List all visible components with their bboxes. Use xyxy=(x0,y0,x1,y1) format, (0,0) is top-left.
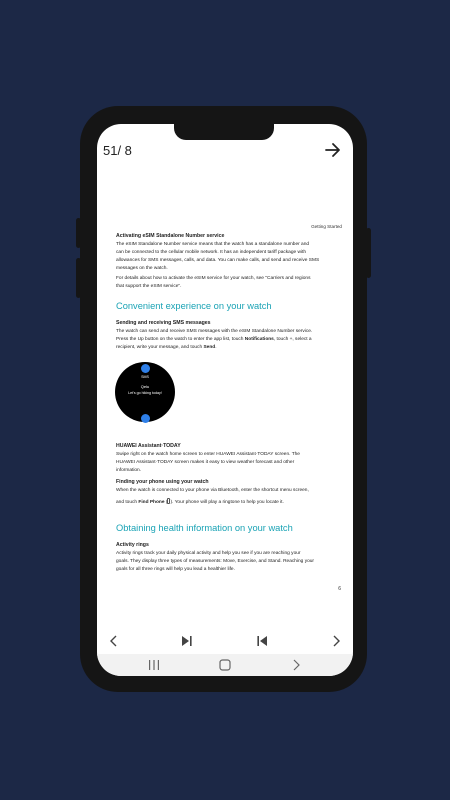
running-header: Getting Started xyxy=(311,224,342,229)
paragraph-line: When the watch is connected to your phone via Bluetooth, enter the shortcut menu screen, xyxy=(116,488,309,493)
top-bar xyxy=(97,124,353,176)
back-icon[interactable] xyxy=(289,659,303,671)
reply-icon xyxy=(141,414,150,423)
watch-contact-name: Qelu xyxy=(140,384,150,389)
page-number: 6 xyxy=(338,586,341,592)
page-counter: 51/ 8 xyxy=(103,143,132,158)
text-run-bold: Send xyxy=(203,345,216,350)
paragraph-line xyxy=(116,498,336,507)
phone-screen xyxy=(97,124,353,676)
paragraph-line: that support the eSIM service". xyxy=(116,284,182,289)
section-title: Sending and receiving SMS messages xyxy=(116,320,211,326)
text-run: , touch +, select a xyxy=(273,337,312,342)
home-icon[interactable] xyxy=(218,659,232,671)
recents-icon[interactable] xyxy=(147,659,161,671)
section-title: HUAWEI Assistant·TODAY xyxy=(116,443,181,449)
section-heading: Obtaining health information on your watch xyxy=(116,523,293,533)
text-run-bold: Find Phone xyxy=(138,500,165,505)
skip-to-start-icon[interactable] xyxy=(255,634,269,648)
watch-message-text: Let's go hiking today! xyxy=(128,391,162,395)
text-run: Press the Up button on the watch to enter the app list, touch xyxy=(116,337,245,342)
document-page xyxy=(97,176,353,634)
section-title: Finding your phone using your watch xyxy=(116,479,209,485)
paragraph-line: messages on the watch. xyxy=(116,266,168,271)
text-run: . xyxy=(215,345,217,350)
watch-illustration xyxy=(115,362,175,422)
text-run: and touch xyxy=(116,500,139,505)
paragraph-line: For details about how to activate the eSIM service for your watch, see "Carriers and regions xyxy=(116,276,311,281)
section-heading: Convenient experience on your watch xyxy=(116,301,272,311)
section-title: Activating eSIM Standalone Number service xyxy=(116,233,225,239)
text-run: ). Your phone will play a ringtone to help you locate it. xyxy=(170,500,284,505)
paragraph-line: HUAWEI Assistant·TODAY screen makes it easy to view weather forecast and other xyxy=(116,460,295,465)
paragraph-line: allowances for SMS messages, calls, and data. You can make calls, and send and receive SMS xyxy=(116,258,320,263)
paragraph-line: information. xyxy=(116,468,142,473)
paragraph-line: The watch can send and receive SMS messages with the eSIM Standalone Number service. xyxy=(116,329,313,334)
chevron-left-icon[interactable] xyxy=(107,634,121,648)
skip-to-end-icon[interactable] xyxy=(180,634,194,648)
text-run: recipient, write your message, and touch xyxy=(116,345,204,350)
watch-sms-label: SMS xyxy=(141,375,149,379)
paragraph-line: can be connected to the cellular mobile network. It has an independent tariff package with xyxy=(116,250,307,255)
arrow-right-icon[interactable] xyxy=(323,140,343,160)
system-nav-bar xyxy=(97,654,353,676)
text-run: ( xyxy=(164,500,168,505)
paragraph-line: The eSIM Standalone Number service means that the watch has a standalone number and xyxy=(116,242,310,247)
message-icon xyxy=(141,364,150,373)
paragraph-line: Activity rings track your daily physical activity and help you see if you are reaching your xyxy=(116,551,301,556)
paragraph-line: Swipe right on the watch home screen to enter HUAWEI Assistant·TODAY screen. The xyxy=(116,452,300,457)
chevron-right-icon[interactable] xyxy=(329,634,343,648)
paragraph-line: goals. They display three types of measurements: Move, Exercise, and Stand. Reaching your xyxy=(116,559,315,564)
text-run-bold: Notifications xyxy=(244,337,274,342)
paragraph-line xyxy=(116,344,336,352)
paragraph-line: goals for all three rings will help you lead a healthier life. xyxy=(116,567,235,572)
section-title: Activity rings xyxy=(116,542,149,548)
